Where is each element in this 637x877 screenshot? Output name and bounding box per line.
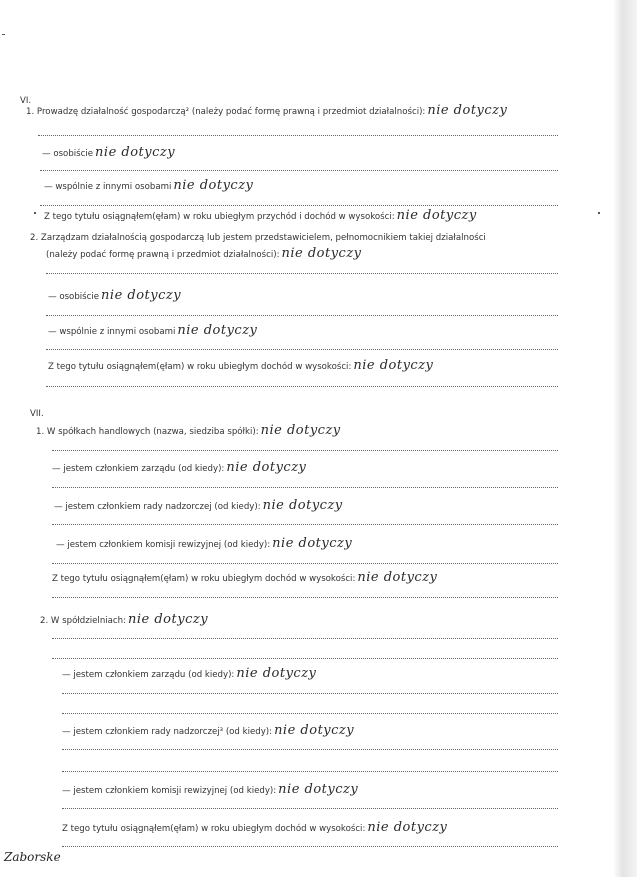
vii-item2-audit-label: — jestem członkiem komisji rewizyjnej (od kiedy): — [62, 786, 277, 796]
fill-line — [46, 273, 558, 274]
vii-item1-audit-line — [56, 538, 352, 551]
vi-item1-joint-label: — wspólnie z innymi osobami — [44, 182, 172, 192]
fill-line — [62, 846, 558, 847]
fill-line — [62, 693, 558, 694]
vii-item1-supervisory-line — [54, 500, 343, 513]
vii-item2-text: 2. W spółdzielniach: — [40, 616, 126, 626]
margin-mark — [598, 212, 600, 214]
vii-item1-income-answer: nie dotyczy — [357, 570, 438, 585]
vi-item1-line — [26, 105, 507, 118]
fill-line — [38, 135, 558, 136]
vii-item2-board-answer: nie dotyczy — [236, 666, 317, 681]
vi-item1-income-line — [44, 210, 477, 223]
vi-item1-answer: nie dotyczy — [427, 103, 508, 118]
vii-item2-audit-line — [62, 784, 358, 797]
vii-item2-audit-answer: nie dotyczy — [278, 782, 359, 797]
vii-item2-income-line — [62, 822, 447, 835]
vii-item1-answer: nie dotyczy — [260, 423, 341, 438]
vi-item2-personal-answer: nie dotyczy — [101, 288, 182, 303]
vi-item1-joint-line — [44, 180, 253, 193]
section-vi-label: VI. — [20, 96, 32, 106]
vii-item1-audit-label: — jestem członkiem komisji rewizyjnej (od kiedy): — [56, 540, 271, 550]
fill-line — [52, 487, 558, 488]
vi-item2-joint-label: — wspólnie z innymi osobami — [48, 327, 176, 337]
vii-item2-answer: nie dotyczy — [128, 612, 209, 627]
margin-mark — [2, 34, 5, 35]
vii-item2-supervisory-answer: nie dotyczy — [274, 723, 355, 738]
fill-line — [52, 658, 558, 659]
vi-item2-answer: nie dotyczy — [281, 246, 362, 261]
fill-line — [62, 713, 558, 714]
vii-item2-board-line — [62, 668, 316, 681]
vi-item2-income-answer: nie dotyczy — [353, 358, 434, 373]
vi-item1-joint-answer: nie dotyczy — [173, 178, 254, 193]
vi-item1-income-answer: nie dotyczy — [396, 208, 477, 223]
vi-item2-line1: 2. Zarządzam działalnością gospodarczą lub jestem przedstawicielem, pełnomocnikiem takiej działalności — [30, 233, 486, 243]
fill-line — [62, 771, 558, 772]
section-vii-label: VII. — [30, 409, 44, 419]
vi-item2-text-line2: (należy podać formę prawną i przedmiot działalności): — [46, 250, 280, 260]
fill-line — [52, 563, 558, 564]
fill-line — [62, 808, 558, 809]
fill-line — [52, 524, 558, 525]
vi-item1-income-label: Z tego tytułu osiągnąłem(ęłam) w roku ubiegłym przychód i dochód w wysokości: — [44, 212, 395, 222]
vii-item1-supervisory-answer: nie dotyczy — [262, 498, 343, 513]
vii-item2-board-label: — jestem członkiem zarządu (od kiedy): — [62, 670, 235, 680]
vii-item1-board-answer: nie dotyczy — [226, 460, 307, 475]
fill-line — [52, 597, 558, 598]
vii-item1-audit-answer: nie dotyczy — [272, 536, 353, 551]
vi-item1-personal-label: — osobiście — [42, 149, 94, 159]
fill-line — [46, 315, 558, 316]
vi-item2-personal-line — [48, 290, 181, 303]
fill-line — [46, 386, 558, 387]
vi-item1-personal-answer: nie dotyczy — [95, 145, 176, 160]
vi-item1-text: 1. Prowadzę działalność gospodarczą² (należy podać formę prawną i przedmiot działalności): — [26, 107, 426, 117]
vii-item1-supervisory-label: — jestem członkiem rady nadzorczej (od kiedy): — [54, 502, 261, 512]
vii-item1-board-line — [52, 462, 306, 475]
vi-item2-joint-line — [48, 325, 257, 338]
vii-item2-line — [40, 614, 208, 627]
vi-item1-personal-line — [42, 147, 175, 160]
fill-line — [62, 749, 558, 750]
fill-line — [46, 349, 558, 350]
vii-item1-income-line — [52, 572, 437, 585]
vi-item2-joint-answer: nie dotyczy — [177, 323, 258, 338]
vi-item2-personal-label: — osobiście — [48, 292, 100, 302]
vi-item2-line2 — [46, 248, 362, 261]
vii-item1-income-label: Z tego tytułu osiągnąłem(ęłam) w roku ubiegłym dochód w wysokości: — [52, 574, 356, 584]
margin-mark — [34, 212, 36, 214]
vii-item1-board-label: — jestem członkiem zarządu (od kiedy): — [52, 464, 225, 474]
fill-line — [52, 638, 558, 639]
vii-item2-income-label: Z tego tytułu osiągnąłem(ęłam) w roku ubiegłym dochód w wysokości: — [62, 824, 366, 834]
vii-item1-text: 1. W spółkach handlowych (nazwa, siedziba spółki): — [36, 427, 259, 437]
fill-line — [40, 170, 558, 171]
vii-item2-income-answer: nie dotyczy — [367, 820, 448, 835]
vii-item2-supervisory-label: — jestem członkiem rady nadzorczej³ (od kiedy): — [62, 727, 273, 737]
fill-line — [40, 205, 558, 206]
fill-line — [52, 450, 558, 451]
vii-item2-supervisory-line — [62, 725, 354, 738]
page-edge-shadow — [613, 0, 637, 877]
vii-item1-line — [36, 425, 341, 438]
signature-initials: Zaborske — [4, 850, 61, 864]
vi-item2-income-line — [48, 360, 433, 373]
vi-item2-income-label: Z tego tytułu osiągnąłem(ęłam) w roku ubiegłym dochód w wysokości: — [48, 362, 352, 372]
